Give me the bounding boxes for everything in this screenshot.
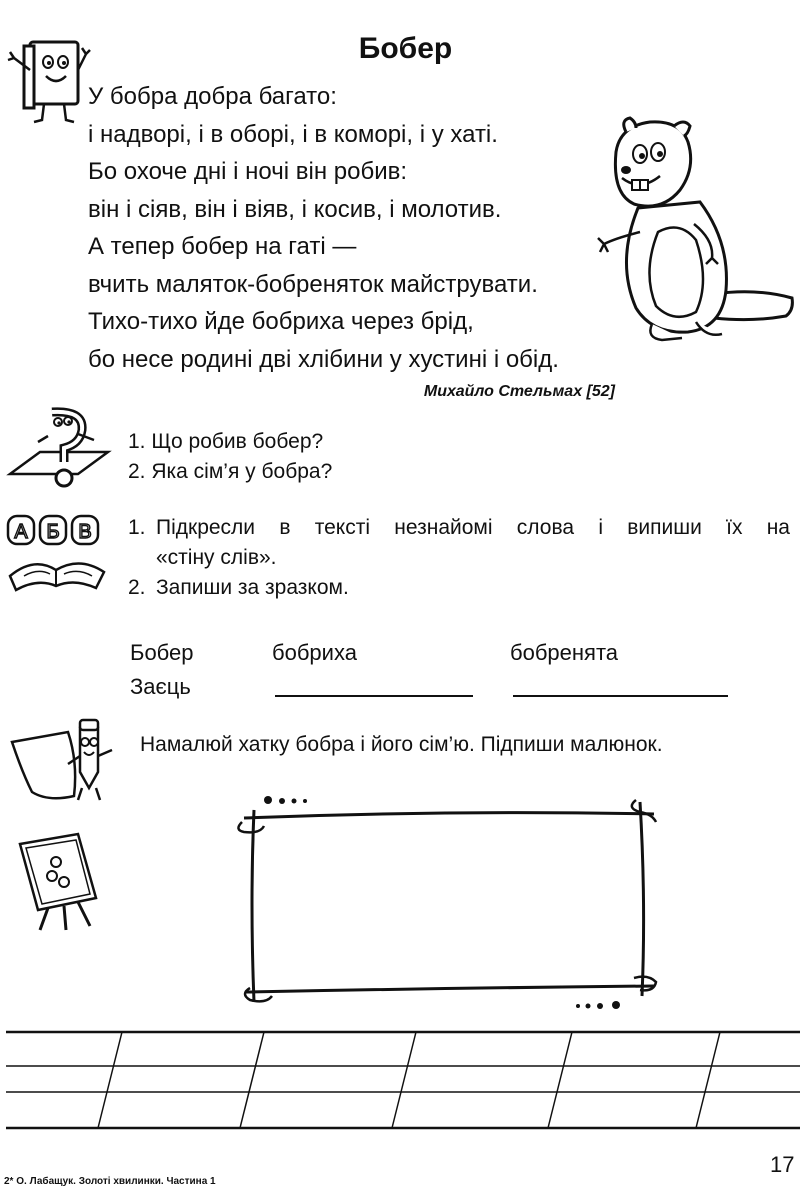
poem-line: бо несе родині дві хлібини у хустині і обід. xyxy=(88,345,559,373)
alphabet-book-icon xyxy=(4,512,108,598)
poem-line: і надворі, і в оборі, і в коморі, і у хаті. xyxy=(88,120,498,148)
poem-line: Тихо-тихо йде бобриха через брід, xyxy=(88,308,474,335)
question-item: 1. Що робив бобер? xyxy=(128,430,324,453)
letter-a: А xyxy=(14,521,28,543)
page-title: Бобер xyxy=(358,32,453,65)
pattern-word: бобренята xyxy=(510,640,619,665)
question-item: 2. Яка сім’я у бобра? xyxy=(128,460,333,483)
task-list xyxy=(128,513,790,603)
poem xyxy=(88,78,559,378)
letter-v: В xyxy=(78,521,92,543)
page-number: 17 xyxy=(770,1152,795,1177)
question-list xyxy=(128,427,332,487)
easel-icon xyxy=(16,832,100,932)
task-text-continued: «стіну слів». xyxy=(156,546,277,569)
letter-b: Б xyxy=(46,521,60,543)
pencil-mascot-icon xyxy=(8,712,120,806)
answer-blank[interactable] xyxy=(275,695,473,697)
poem-line: А тепер бобер на гаті — xyxy=(88,233,357,260)
pattern-word: Бобер xyxy=(130,640,194,665)
beaver-illustration xyxy=(596,112,796,342)
pattern-word: бобриха xyxy=(272,640,357,665)
poem-line: У бобра добра багато: xyxy=(88,83,337,110)
handwriting-lines[interactable] xyxy=(6,1028,800,1132)
poem-line: вчить маляток-бобреняток майструвати. xyxy=(88,270,538,298)
poem-line: Бо охоче дні і ночі він робив: xyxy=(88,158,408,185)
poem-line: він і сіяв, він і віяв, і косив, і молотив. xyxy=(88,195,502,223)
author: Михайло Стельмах [52] xyxy=(423,383,615,400)
footer-credit: 2* О. Лабащук. Золоті хвилинки. Частина 1 xyxy=(4,1176,216,1187)
draw-task: Намалюй хатку бобра і його сім’ю. Підпиши малюнок. xyxy=(140,733,663,756)
drawing-frame[interactable] xyxy=(230,792,670,1022)
task-text: Запиши за зразком. xyxy=(156,576,349,599)
task-number: 1. xyxy=(128,516,146,539)
task-number: 2. xyxy=(128,576,146,599)
answer-blank[interactable] xyxy=(513,695,728,697)
pattern-word: Заєць xyxy=(130,674,191,699)
task-text: Підкресли в тексті незнайомі слова і випиши їх на xyxy=(156,516,790,539)
question-mascot-icon xyxy=(8,408,110,492)
